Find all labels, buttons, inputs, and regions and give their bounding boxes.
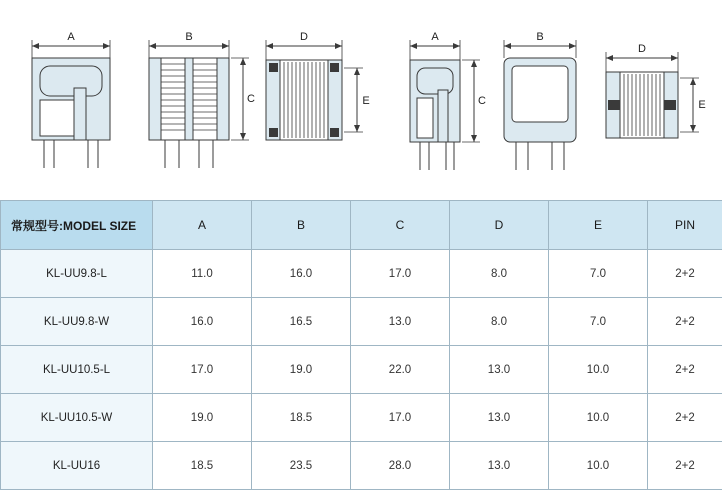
cell-b: 18.5 (252, 394, 351, 442)
cell-pin: 2+2 (648, 250, 722, 298)
table-row (1, 394, 722, 442)
cell-b: 23.5 (252, 442, 351, 490)
fig-4-front-view-2 (398, 0, 488, 195)
fig-1-front-view (14, 0, 124, 195)
cell-pin: 2+2 (648, 346, 722, 394)
cell-b: 19.0 (252, 346, 351, 394)
cell-d: 8.0 (450, 250, 549, 298)
cell-d: 13.0 (450, 394, 549, 442)
header-a: A (153, 201, 252, 250)
cell-b: 16.5 (252, 298, 351, 346)
header-c: C (351, 201, 450, 250)
fig-4-label-a: A (431, 31, 439, 43)
cell-e: 10.0 (549, 394, 648, 442)
cell-pin: 2+2 (648, 442, 722, 490)
cell-e: 10.0 (549, 442, 648, 490)
cell-e: 10.0 (549, 346, 648, 394)
header-d: D (450, 201, 549, 250)
fig-2-label-c: C (247, 93, 255, 105)
fig-3-label-e: E (362, 95, 370, 107)
fig-3-top-view (258, 0, 378, 195)
cell-d: 13.0 (450, 346, 549, 394)
table-row (1, 298, 722, 346)
model-size-table (0, 200, 722, 490)
cell-b: 16.0 (252, 250, 351, 298)
cell-pin: 2+2 (648, 298, 722, 346)
cell-a: 18.5 (153, 442, 252, 490)
fig-3-label-d: D (300, 31, 308, 43)
cell-d: 13.0 (450, 442, 549, 490)
cell-model: KL-UU10.5-W (1, 394, 153, 442)
drawings-row (0, 0, 722, 195)
cell-model: KL-UU16 (1, 442, 153, 490)
cell-c: 17.0 (351, 394, 450, 442)
cell-d: 8.0 (450, 298, 549, 346)
fig-6-label-e: E (698, 99, 706, 111)
fig-2-label-b: B (185, 31, 193, 43)
fig-6-top-view-2 (596, 0, 712, 195)
header-b: B (252, 201, 351, 250)
fig-5-side-view-2 (492, 0, 592, 195)
table-header-row (1, 201, 722, 250)
cell-c: 13.0 (351, 298, 450, 346)
model-size-table-wrap (0, 200, 722, 490)
header-model-size: 常规型号:MODEL SIZE (1, 201, 153, 250)
cell-c: 28.0 (351, 442, 450, 490)
fig-2-side-view (135, 0, 255, 195)
cell-a: 16.0 (153, 298, 252, 346)
cell-c: 17.0 (351, 250, 450, 298)
table-head (1, 201, 722, 250)
table-body (1, 250, 722, 490)
cell-model: KL-UU9.8-L (1, 250, 153, 298)
cell-a: 11.0 (153, 250, 252, 298)
table-row (1, 250, 722, 298)
cell-c: 22.0 (351, 346, 450, 394)
cell-e: 7.0 (549, 250, 648, 298)
fig-4-label-c: C (478, 95, 486, 107)
table-row (1, 346, 722, 394)
cell-model: KL-UU9.8-W (1, 298, 153, 346)
cell-pin: 2+2 (648, 394, 722, 442)
header-e: E (549, 201, 648, 250)
fig-1-label-a: A (67, 31, 75, 43)
header-pin: PIN (648, 201, 722, 250)
table-row (1, 442, 722, 490)
fig-6-label-d: D (638, 43, 646, 55)
cell-model: KL-UU10.5-L (1, 346, 153, 394)
cell-a: 17.0 (153, 346, 252, 394)
fig-5-label-b: B (536, 31, 544, 43)
cell-e: 7.0 (549, 298, 648, 346)
cell-a: 19.0 (153, 394, 252, 442)
